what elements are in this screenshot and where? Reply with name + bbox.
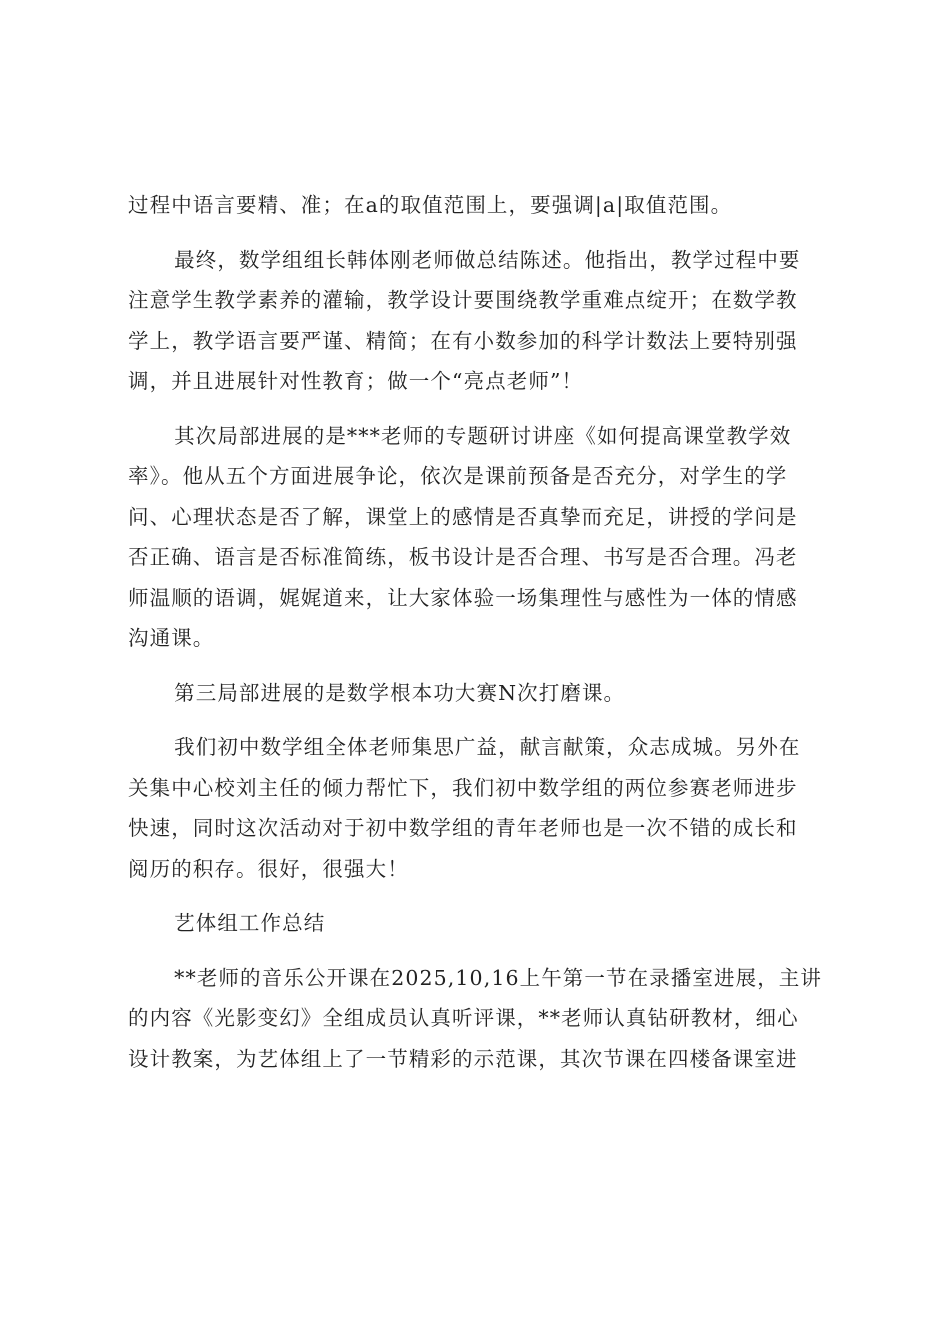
text-line: 快速，同时这次活动对于初中数学组的青年老师也是一次不错的成长和 xyxy=(128,816,798,840)
text-line: 第三局部进展的是数学根本功大赛N次打磨课。 xyxy=(174,680,626,705)
section-heading xyxy=(128,903,834,944)
paragraph-third-part xyxy=(128,673,834,714)
text-line: 学上，教学语言要严谨、精简；在有小数参加的科学计数法上要特别强 xyxy=(128,328,798,353)
text-line: 设计教案，为艺体组上了一节精彩的示范课，其次节课在四楼备课室进 xyxy=(128,1046,798,1071)
text-line: 率》。他从五个方面进展争论，依次是课前预备是否充分，对学生的学 xyxy=(128,464,788,488)
text-line: 其次局部进展的是***老师的专题研讨讲座《如何提高课堂教学效 xyxy=(174,423,792,448)
text-line: 最终，数学组组长韩体刚老师做总结陈述。他指出，教学过程中要 xyxy=(174,247,801,272)
paragraph-continuation xyxy=(128,185,834,226)
paragraph-team-effort xyxy=(128,727,834,889)
text-line: 调，并且进展针对性教育；做一个“亮点老师”！ xyxy=(128,369,584,393)
paragraph-lecture xyxy=(128,416,834,659)
text-line: 我们初中数学组全体老师集思广益，献言献策，众志成城。另外在 xyxy=(174,735,801,759)
text-line: 师温顺的语调，娓娓道来，让大家体验一场集理性与感性为一体的情感 xyxy=(128,585,798,610)
section-heading-text: 艺体组工作总结 xyxy=(174,911,326,935)
document-body xyxy=(128,185,834,1093)
paragraph-music-class xyxy=(128,958,834,1080)
text-line: 的内容《光影变幻》全组成员认真听评课，**老师认真钻研教材，细心 xyxy=(128,1006,799,1030)
text-line: 注意学生教学素养的灌输，教学设计要围绕教学重难点绽开；在数学教 xyxy=(128,288,798,312)
text-line: 过程中语言要精、准；在a的取值范围上，要强调|a|取值范围。 xyxy=(128,193,733,217)
paragraph-summary xyxy=(128,240,834,402)
text-line: 沟通课。 xyxy=(128,626,215,650)
text-line: **老师的音乐公开课在2025,10,16上午第一节在录播室进展，主讲 xyxy=(174,965,822,990)
text-line: 否正确、语言是否标准简练，板书设计是否合理、书写是否合理。冯老 xyxy=(128,545,798,569)
text-line: 关集中心校刘主任的倾力帮忙下，我们初中数学组的两位参赛老师进步 xyxy=(128,775,798,800)
text-line: 问、心理状态是否了解，课堂上的感情是否真挚而充足，讲授的学问是 xyxy=(128,504,798,529)
text-line: 阅历的积存。很好，很强大！ xyxy=(128,856,409,881)
